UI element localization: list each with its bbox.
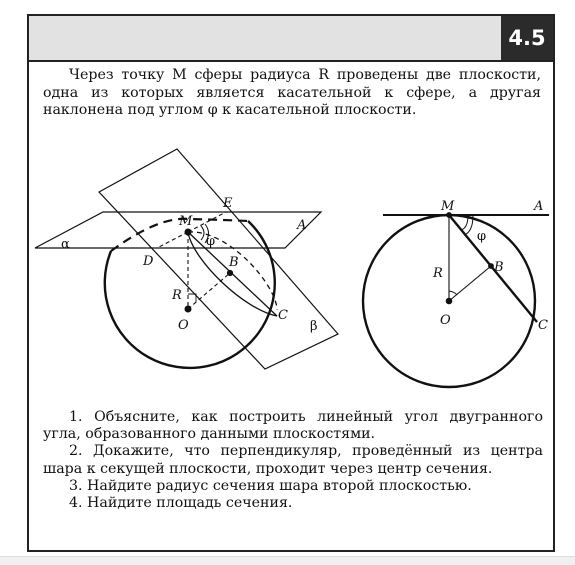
left-figure-labels [61, 196, 318, 334]
label-o-left: O [178, 318, 189, 333]
point-m [185, 229, 191, 235]
question-4: 4. Найдите площадь сечения. [69, 495, 293, 512]
point-o-right [446, 298, 452, 304]
segment-ob-right [449, 266, 491, 301]
section-ellipse-hidden [188, 232, 277, 310]
sphere-front-arc [105, 221, 275, 368]
label-phi-right: φ [477, 229, 487, 244]
label-alpha: α [61, 237, 70, 252]
questions-list [43, 409, 543, 512]
label-m-right: M [441, 199, 455, 214]
label-a-right: A [534, 199, 544, 214]
problem-statement: Через точку M сферы радиуса R проведены две плоскости, одна из которых является касательной к сфере, а другая наклонена под углом φ к касательной плоскости. [43, 67, 541, 118]
right-figure [363, 213, 549, 387]
point-o [185, 306, 191, 312]
question-1: 1. Объясните, как построить линейный угол двугранного угла, образованного данными плоскостями. [43, 409, 543, 443]
label-r-left: R [172, 288, 182, 303]
right-angle-mark-left [188, 294, 196, 302]
label-m-left: M [179, 214, 193, 229]
point-b-right [489, 264, 494, 269]
label-d-left: D [143, 254, 154, 269]
label-e-left: E [223, 196, 233, 211]
chord-right [449, 215, 537, 322]
label-beta: β [310, 319, 318, 334]
point-b [227, 270, 232, 275]
problem-number-badge: 4.5 [501, 16, 553, 60]
segment-ob [188, 273, 230, 309]
plane-alpha [35, 212, 321, 248]
label-phi-left: φ [206, 234, 216, 249]
label-r-right: R [433, 266, 443, 281]
plane-beta [99, 149, 338, 369]
question-3: 3. Найдите радиус сечения шара второй плоскостью. [69, 477, 472, 494]
left-figure [35, 149, 338, 369]
label-b-left: B [229, 255, 239, 270]
segment-me [188, 212, 226, 232]
problem-card [27, 14, 555, 552]
question-2: 2. Докажите, что перпендикуляр, проведённый из центра шара к секущей плоскости, проходит через центр сечения. [43, 443, 543, 477]
label-c-left: C [278, 308, 288, 323]
label-b-right: B [494, 260, 504, 275]
label-c-right: C [538, 318, 548, 333]
label-o-right: O [440, 313, 451, 328]
label-a-left: A [297, 218, 307, 233]
segment-md [157, 232, 188, 248]
right-angle-mark-right [449, 291, 457, 295]
